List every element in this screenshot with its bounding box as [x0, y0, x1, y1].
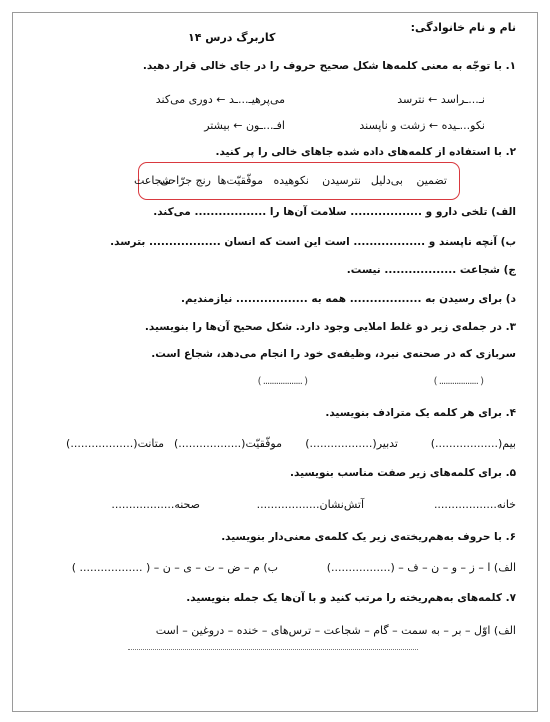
q5-item: صحنه..................	[111, 498, 200, 511]
q2-line-a: الف) تلخی دارو و .................. سلامت آن‌ها را .................. می‌کند.	[153, 206, 516, 218]
word-bank-item: شجاعت	[133, 174, 171, 187]
q1-item-c: نکو...ـیده ← زشت و ناپسند	[359, 119, 485, 132]
q4-prompt: ۴. برای هر کلمه یک مترادف بنویسید.	[325, 407, 516, 419]
q7-prompt: ۷. کلمه‌های به‌هم‌ریخته را مرتب کنید و با آن‌ها یک جمله بنویسید.	[186, 592, 516, 604]
q2-prompt: ۲. با استفاده از کلمه‌های داده شده جاهای خالی را پر کنید.	[215, 146, 516, 158]
word-bank-item: نکوهیده	[273, 174, 309, 187]
worksheet-title: کاربرگ درس ۱۴	[188, 31, 276, 44]
q3-sentence: سربازی که در صحنه‌ی نبرد، وظیفه‌ی خود را انجام می‌دهد، شجاع است.	[151, 348, 516, 360]
q5-prompt: ۵. برای کلمه‌های زیر صفت مناسب بنویسید.	[290, 467, 516, 479]
q4-item: تدبیر(..................)	[305, 437, 398, 450]
q6-line-b: ب) م – ض – ت – ی – ن – ( .................. )	[71, 561, 278, 574]
answer-line	[128, 649, 418, 650]
q3-prompt: ۳. در جمله‌ی زیر دو غلط املایی وجود دارد. شکل صحیح آن‌ها را بنویسید.	[144, 321, 516, 333]
q5-item: آتش‌نشان..................	[256, 498, 364, 511]
q1-item-a: نـ...ـراسد ← نترسد	[397, 93, 485, 106]
word-bank-box	[133, 162, 460, 200]
q1-prompt: ۱. با توجّه به معنی کلمه‌ها شکل صحیح حروف را در جای خالی قرار دهید.	[142, 60, 516, 72]
worksheet-page	[12, 12, 538, 712]
name-label: نام و نام خانوادگی:	[410, 21, 516, 34]
q3-answer-1: ( .................. )	[433, 376, 483, 387]
word-bank-item: رنج جرّاحی	[160, 174, 211, 187]
word-bank-item: بی‌دلیل	[370, 174, 403, 187]
q6-prompt: ۶. با حروف به‌هم‌ریخته‌ی زیر یک کلمه‌ی معنی‌دار بنویسید.	[221, 531, 516, 543]
q6-line-a: الف) ا – ز – و – ن – ف – (.................)	[326, 561, 516, 574]
q2-line-d: د) برای رسیدن به .................. همه به .................. نیازمندیم.	[181, 293, 516, 305]
q4-item: بیم(..................)	[430, 437, 516, 450]
q2-line-c: ج) شجاعت .................. نیست.	[346, 264, 516, 276]
q4-item: موفّقیّت(..................)	[173, 437, 282, 450]
q1-item-b: می‌پرهیـ...ـد ← دوری می‌کند	[155, 93, 285, 106]
q3-answer-2: ( .................. )	[257, 376, 307, 387]
q2-line-b: ب) آنچه ناپسند و .................. است این است که انسان .................. بترسد.	[110, 236, 516, 248]
q5-item: خانه..................	[433, 498, 516, 511]
q4-item: متانت(..................)	[66, 437, 164, 450]
word-bank-item: نترسیدن	[322, 174, 361, 187]
q1-item-d: افـ...ـون ← بیشتر	[204, 119, 285, 132]
q7-line-a: الف) اوّل – بر – به سمت – گام – شجاعت – ترس‌های – خنده – دروغین – است	[155, 624, 516, 637]
word-bank-item: موفّقیّت‌ها	[217, 174, 263, 187]
word-bank-item: تضمین	[416, 174, 447, 187]
